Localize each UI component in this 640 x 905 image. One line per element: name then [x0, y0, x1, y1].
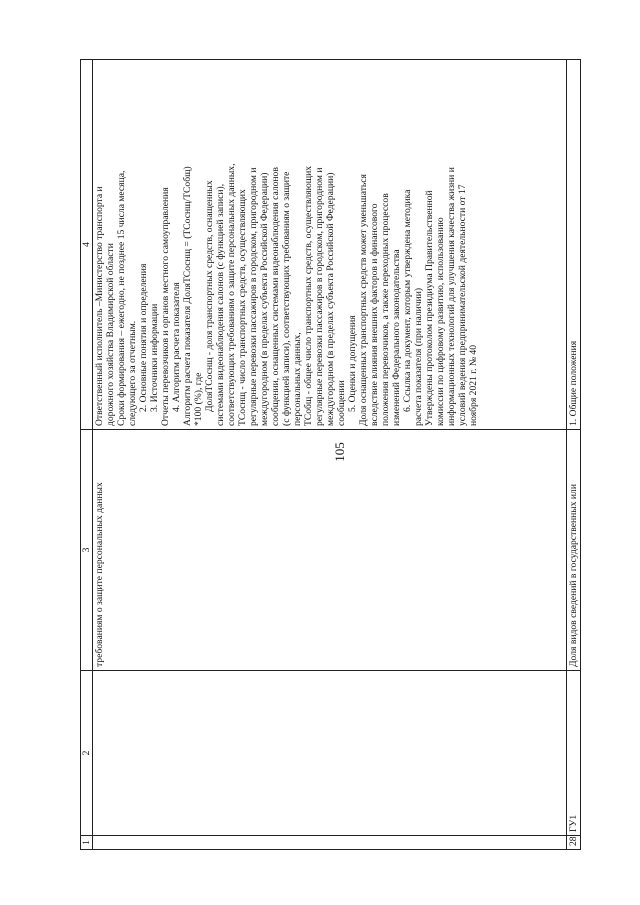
description-line: ДоляТСоснщ - доля транспортных средств, оснащенных: [204, 180, 215, 412]
description-line: условий ведения предпринимательской деятельности от 17: [457, 184, 468, 426]
description-line: Утверждены протоколом президиума Правительственной: [424, 190, 435, 426]
description-line: 6. Ссылка на документ, которым утверждена методика: [402, 189, 413, 412]
description-line: регулярные перевозки пассажиров в городском, пригородном и: [314, 167, 325, 426]
header-col-4: 4: [81, 60, 93, 430]
table-row-28: [567, 60, 581, 850]
description-line: расчета показателя (при наличии): [413, 287, 424, 426]
table-row-continuation: [93, 60, 567, 850]
cont-col-2: [93, 671, 567, 836]
description-line: ноября 2021 г. № 40: [468, 344, 479, 426]
row28-indicator-name: Доля видов сведений в государственных или: [567, 430, 581, 671]
header-col-1: 1: [81, 836, 93, 850]
description-line: соответствующих требованиям о защите персональных данных,: [226, 163, 237, 426]
cont-col-4: [93, 60, 567, 430]
description-line: Отчеты перевозчиков и органов местного самоуправления: [160, 187, 171, 426]
description-line: информационных технологий для улучшения качества жизни и: [446, 167, 457, 426]
description-line: системами видеонаблюдения салонов (с функцией записи),: [215, 183, 226, 426]
table-header-row: [81, 60, 93, 850]
row28-code: ГУ1: [567, 671, 581, 836]
description-line: 4. Алгоритм расчета показателя: [171, 282, 182, 412]
description-line: Доля оснащенных транспортных средств может уменьшаться: [358, 174, 369, 426]
description-line: 5. Оценки и допущения: [347, 315, 358, 412]
cont-col-1: [93, 836, 567, 850]
header-col-2: 2: [81, 671, 93, 836]
description-line: междугородном (в пределах субъекта Российской Федерации): [259, 172, 270, 426]
description-line: (с функцией записи), соответствующих требованиям о защите: [281, 171, 292, 426]
cont-col-3: требованиям о защите персональных данных: [93, 430, 567, 671]
row28-description: 1. Общие положения: [567, 60, 581, 430]
description-line: вследствие влияния внешних факторов и финансового: [369, 203, 380, 426]
description-line: комиссии по цифровому развитию, использованию: [435, 217, 446, 426]
description-line: Ответственный исполнитель –Министерство транспорта и: [94, 186, 105, 426]
description-line: междугородном (в пределах субъекта Российской Федерации): [325, 172, 336, 426]
description-line: Сроки формирования – ежегодно, не позднее 15 числа месяца,: [116, 170, 127, 426]
rotated-table-wrapper: [80, 60, 600, 850]
description-line: дорожного хозяйства Владимирской области: [105, 243, 116, 426]
description-line: 3. Источники информации: [149, 303, 160, 412]
header-col-3: 3: [81, 430, 93, 671]
description-line: следующего за отчетным.: [127, 320, 138, 426]
indicator-table: [80, 59, 581, 850]
description-line: 2. Основные понятия и определения: [138, 263, 149, 412]
description-line: *100 (%), где: [193, 372, 204, 426]
description-line: сообщении: [336, 380, 347, 426]
description-line: изменений Федерального законодательства: [391, 249, 402, 426]
description-line: персональных данных,: [292, 332, 303, 426]
page-number: 105: [332, 442, 347, 462]
description-line: Алгоритм расчета показателя ДоляТСоснщ = (ТСоснщ/ТСобщ): [182, 166, 193, 426]
description-line: сообщении, оснащенных системами видеонаблюдения салонов: [270, 167, 281, 426]
description-line: ТСоснщ - число транспортных средств, осуществляющих: [237, 189, 248, 426]
row28-number: 28: [567, 836, 581, 850]
description-line: положения перевозчиков, а также переходных процессов: [380, 193, 391, 426]
description-line: ТСобщ - общее число транспортных средств, осуществляющих: [303, 165, 314, 426]
description-line: регулярные перевозки пассажиров в городском, пригородном и: [248, 167, 259, 426]
